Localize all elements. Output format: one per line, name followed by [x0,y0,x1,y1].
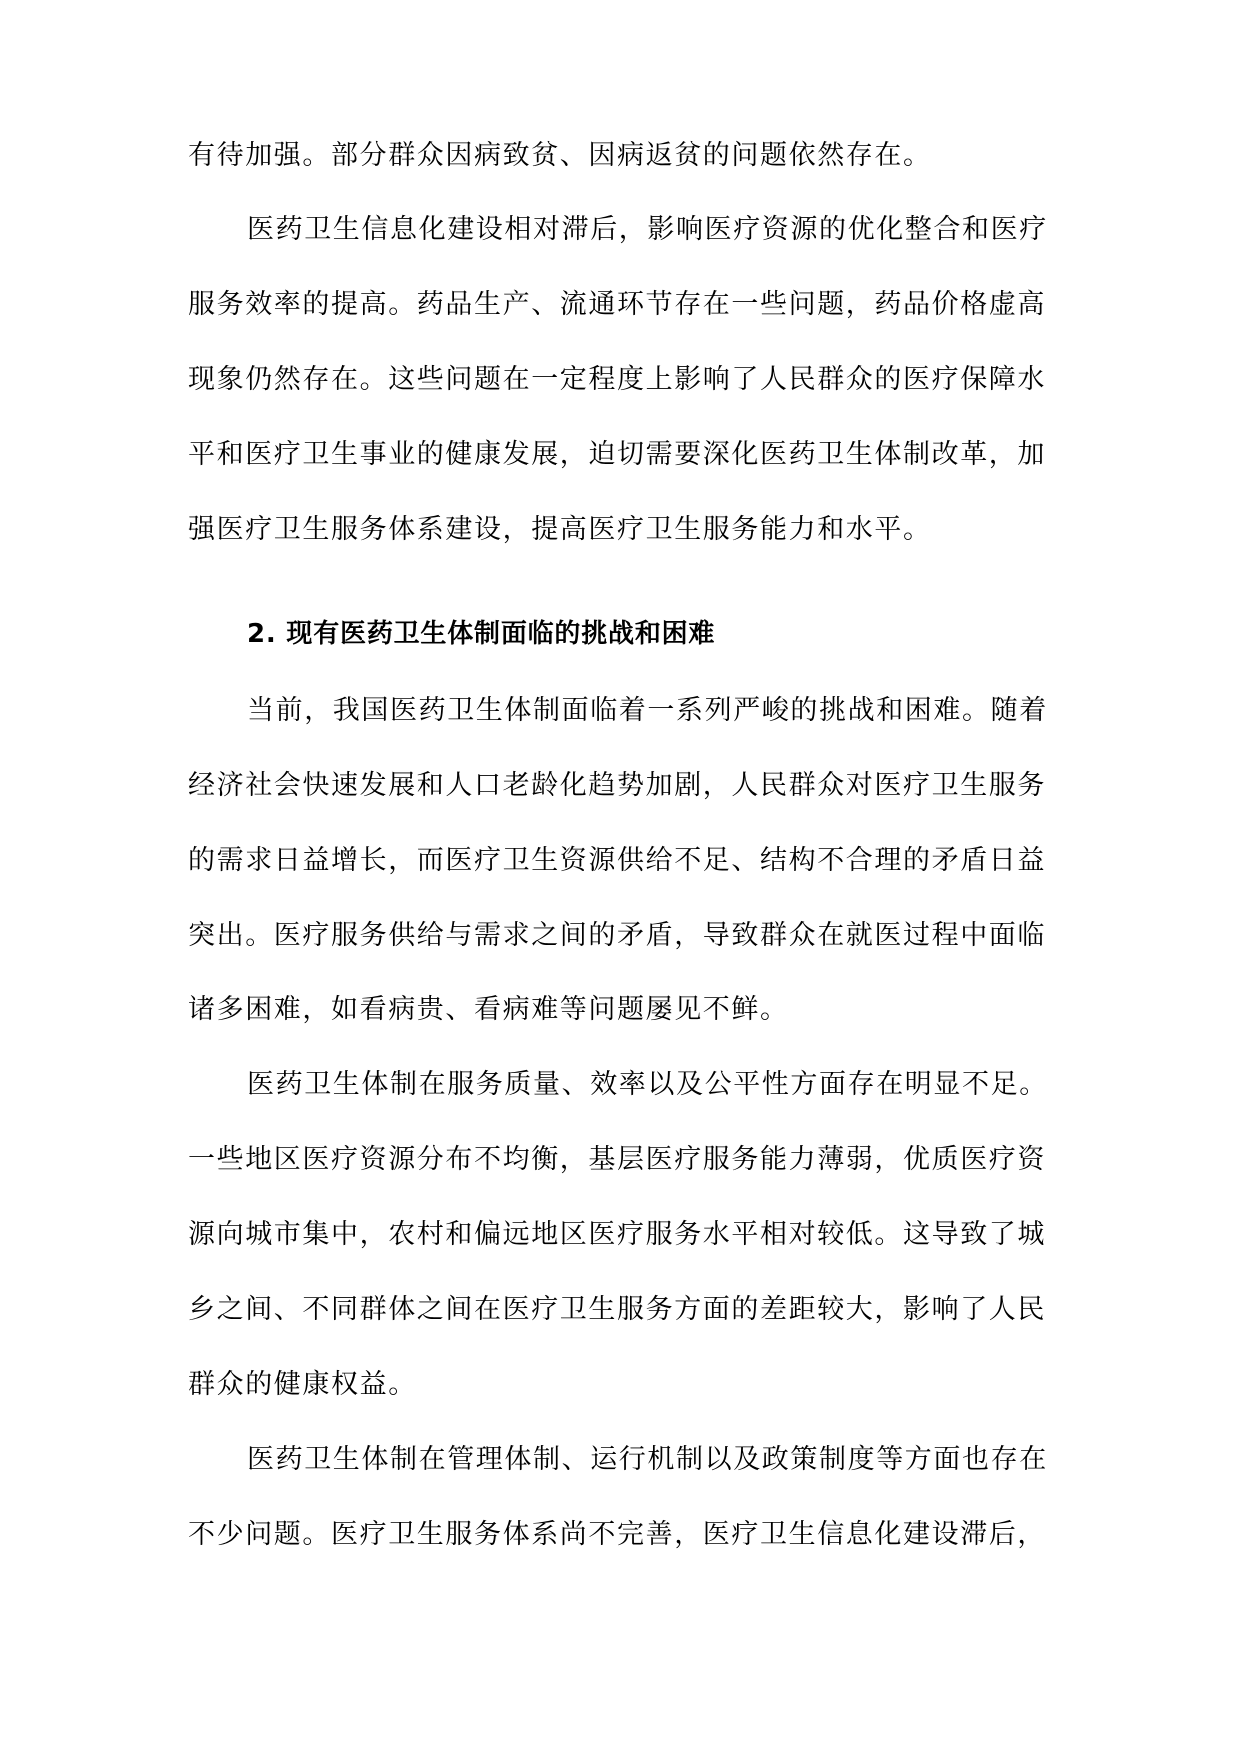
paragraph-line: 现象仍然存在。这些问题在一定程度上影响了人民群众的医疗保障水 [188,364,1046,395]
paragraph-line: 服务效率的提高。药品生产、流通环节存在一些问题，药品价格虚高 [188,289,1046,320]
paragraph-line: 医药卫生体制在管理体制、运行机制以及政策制度等方面也存在 [247,1444,1048,1475]
paragraph-line: 强医疗卫生服务体系建设，提高医疗卫生服务能力和水平。 [188,514,932,545]
paragraph-line: 医药卫生体制在服务质量、效率以及公平性方面存在明显不足。 [247,1069,1048,1100]
paragraph-line: 不少问题。医疗卫生服务体系尚不完善，医疗卫生信息化建设滞后， [188,1519,1046,1550]
paragraph-line: 医药卫生信息化建设相对滞后，影响医疗资源的优化整合和医疗 [247,214,1048,245]
paragraph-line: 群众的健康权益。 [188,1369,417,1400]
paragraph-line: 平和医疗卫生事业的健康发展，迫切需要深化医药卫生体制改革，加 [188,439,1046,470]
paragraph-line: 乡之间、不同群体之间在医疗卫生服务方面的差距较大，影响了人民 [188,1294,1046,1325]
paragraph-line: 当前，我国医药卫生体制面临着一系列严峻的挑战和困难。随着 [247,695,1048,726]
paragraph-line: 一些地区医疗资源分布不均衡，基层医疗服务能力薄弱，优质医疗资 [188,1144,1046,1175]
paragraph-line: 有待加强。部分群众因病致贫、因病返贫的问题依然存在。 [188,140,932,171]
paragraph-line: 的需求日益增长，而医疗卫生资源供给不足、结构不合理的矛盾日益 [188,845,1046,876]
section-heading: 2. 现有医药卫生体制面临的挑战和困难 [247,619,716,649]
paragraph-line: 源向城市集中，农村和偏远地区医疗服务水平相对较低。这导致了城 [188,1219,1046,1250]
paragraph-line: 突出。医疗服务供给与需求之间的矛盾，导致群众在就医过程中面临 [188,920,1046,951]
paragraph-line: 经济社会快速发展和人口老龄化趋势加剧，人民群众对医疗卫生服务 [188,770,1046,801]
paragraph-line: 诸多困难，如看病贵、看病难等问题屡见不鲜。 [188,994,789,1025]
